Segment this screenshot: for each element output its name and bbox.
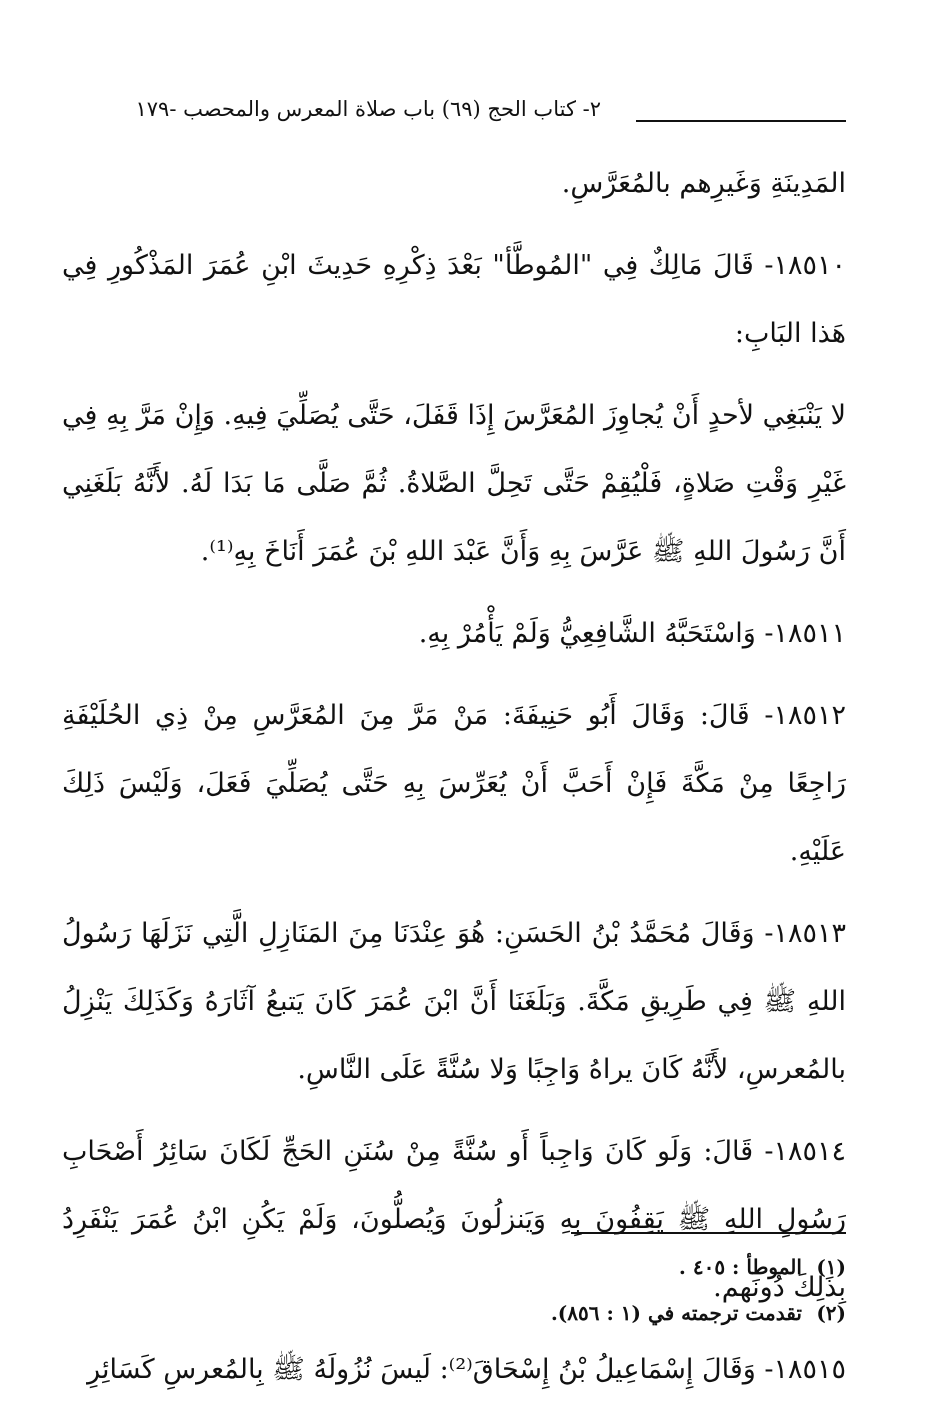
paragraph-18512: ١٨٥١٢- قَالَ: وَقَالَ أَبُو حَنِيفَةَ: مَنْ مَرَّ مِنَ المُعَرَّسِ مِنْ ذِي الحُلَيْفَةِ رَاجِعًا مِنْ مَكَّةَ فَإِنْ أَحَبَّ أَنْ يُعَرِّسَ بِهِ حَتَّى يُصَلِّيَ فَعَلَ، وَلَيْسَ ذَلِكَ عَلَيْهِ. [62, 700, 846, 867]
running-title: ٢- كتاب الحج (٦٩) باب صلاة المعرس والمحصب -١٧٩ [135, 97, 601, 121]
paragraph-malik-quote: لا يَنْبَغِي لأحدٍ أَنْ يُجاوِزَ المُعَرَّسَ إِذَا قَفَلَ، حَتَّى يُصَلِّيَ فِيهِ. وَإِنْ مَرَّ بِهِ فِي غَيْرِ وَقْتِ صَلاةٍ، فَلْيُقِمْ حَتَّى تَحِلَّ الصَّلاةُ. ثُمَّ صَلَّى مَا بَدَا لَهُ. لأَنَّهُ بَلَغَنِي أَنَّ رَسُولَ اللهِ ﷺ عَرَّسَ بِهِ وَأَنَّ عَبْدَ اللهِ بْنَ عُمَرَ أَنَاخَ بِهِ⁽¹⁾. [62, 400, 846, 567]
paragraph-18511: ١٨٥١١- وَاسْتَحَبَّهُ الشَّافِعِيُّ وَلَمْ يَأْمُرْ بِهِ. [418, 618, 846, 649]
footnotes [62, 1244, 846, 1336]
body-text [62, 150, 846, 1404]
header-rule [636, 120, 846, 122]
footnote-1-text: الموطأ : ٤٠٥ . [678, 1255, 802, 1279]
footnote-2-text: تقدمت ترجمته في (١ : ٨٥٦). [550, 1301, 802, 1325]
paragraph-18510: ١٨٥١٠- قَالَ مَالِكٌ فِي "المُوطَّأ" بَعْدَ ذِكْرِهِ حَدِيثَ ابْنِ عُمَرَ المَذْكُورِ فِي هَذا البَابِ: [62, 250, 846, 349]
footnote-1-number: (١) [816, 1255, 846, 1279]
paragraph-18513: ١٨٥١٣- وَقَالَ مُحَمَّدُ بْنُ الحَسَنِ: هُوَ عِنْدَنَا مِنَ المَنَازِلِ الَّتِي نَزَلَهَا رَسُولُ اللهِ ﷺ فِي طَرِيقِ مَكَّةَ. وَبَلَغَنَا أَنَّ ابْنَ عُمَرَ كَانَ يَتبعُ آثَارَهُ وَكَذَلِكَ يَنْزِلُ بالمُعرسِ، لأَنَّهُ كَانَ يراهُ وَاجِبًا وَلا سُنَّةً عَلَى النَّاسِ. [62, 918, 846, 1085]
paragraph-18515: ١٨٥١٥- وَقَالَ إِسْمَاعِيلُ بْنُ إِسْحَاقَ⁽²⁾: لَيسَ نُزُولَهُ ﷺ بِالمُعرسِ كَسَائِرِ [87, 1354, 846, 1385]
footnote-1 [62, 1244, 846, 1290]
paragraph-continuation: المَدِينَةِ وَغَيرِهم بالمُعَرَّسِ. [561, 168, 846, 199]
footnote-2 [62, 1290, 846, 1336]
footnote-rule [571, 1232, 846, 1234]
footnote-2-number: (٢) [816, 1301, 846, 1325]
paragraph-18514: ١٨٥١٤- قَالَ: وَلَو كَانَ وَاجِباً أَو سُنَّةً مِنْ سُنَنِ الحَجِّ لَكَانَ سَائِرُ أَصْحَابِ رَسُولِ اللهِ ﷺ يَقِفُونَ بِهِ وَيَنزلُونَ وَيُصلُّونَ، وَلَمْ يَكُنِ ابْنُ عُمَرَ يَنْفَرِدُ بِذَلِكَ دُونَهم. [62, 1136, 846, 1303]
running-header [60, 92, 846, 126]
